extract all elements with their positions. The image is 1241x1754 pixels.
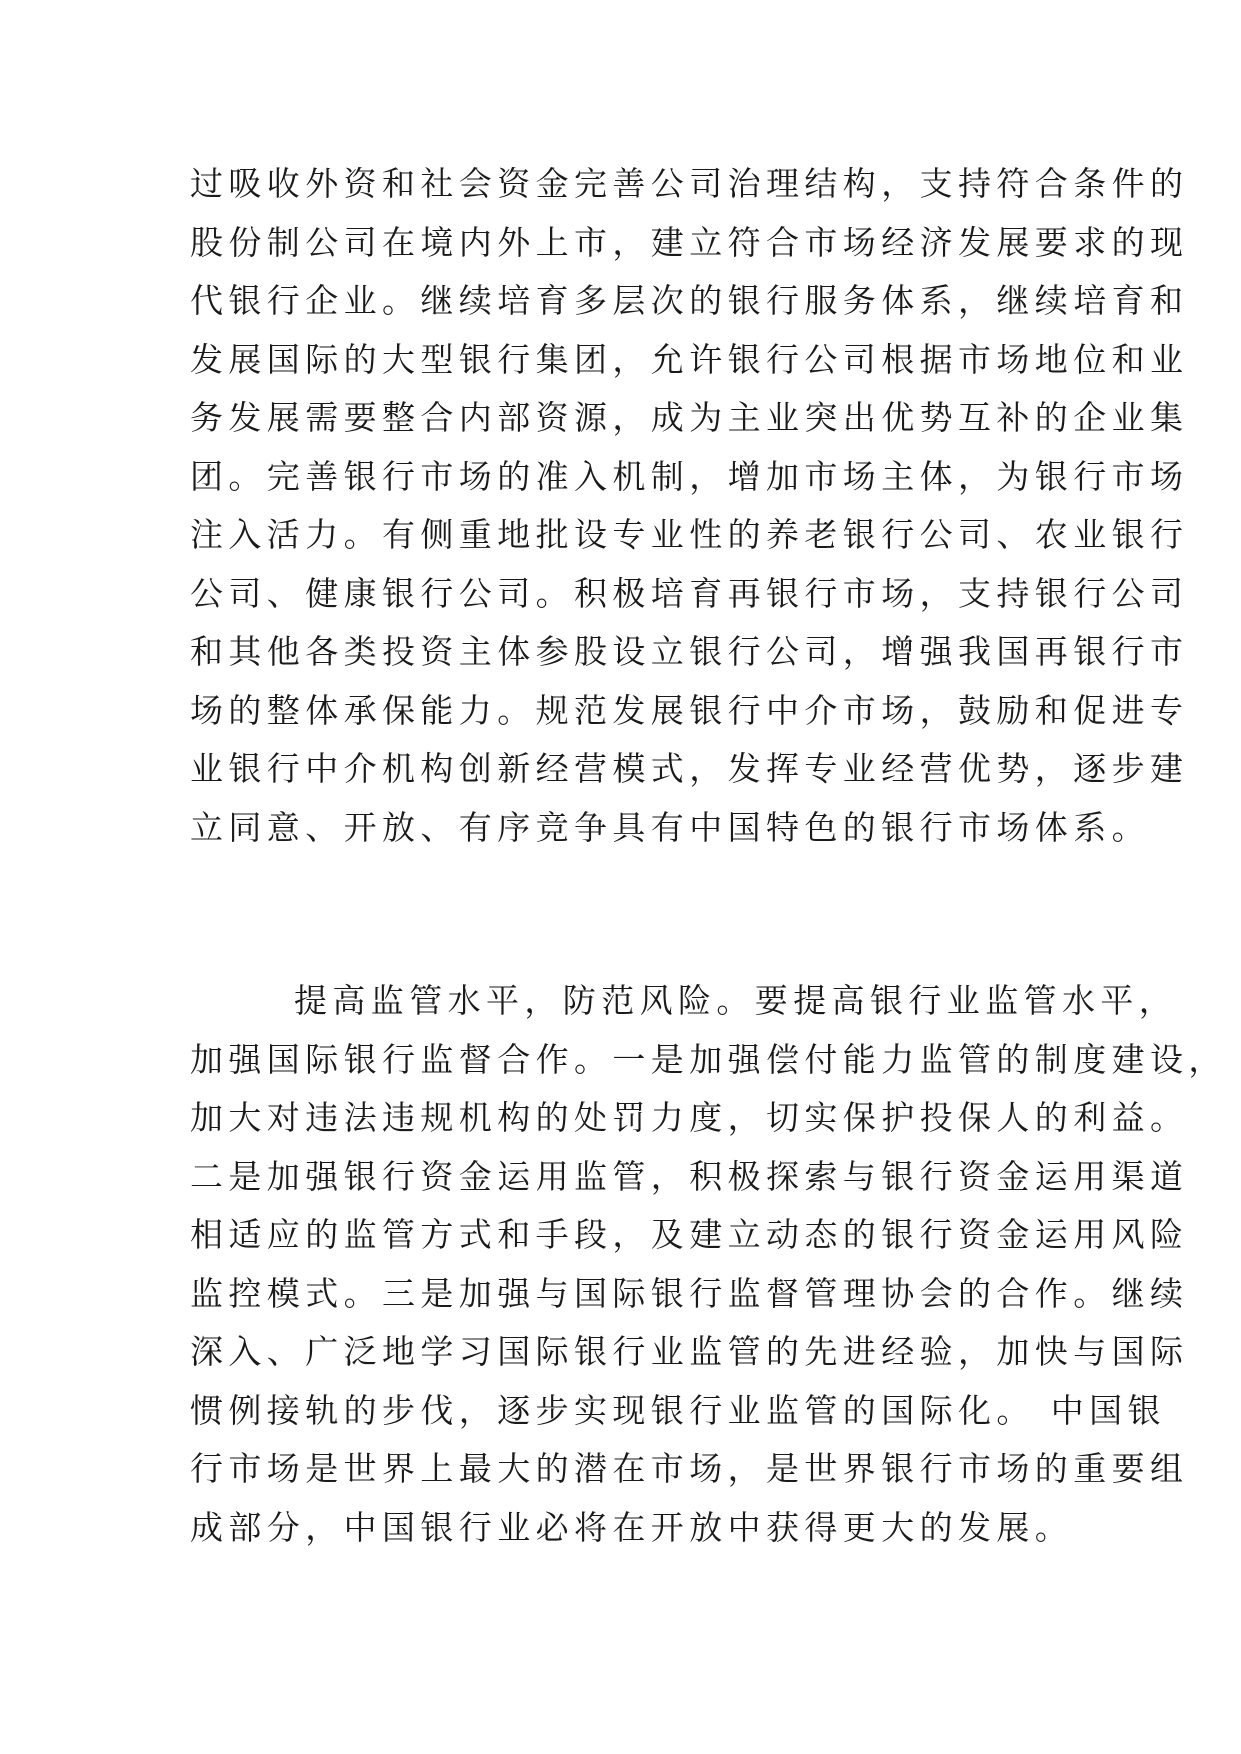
text-line: 过吸收外资和社会资金完善公司治理结构，支持符合条件的 (190, 164, 1189, 203)
text-line: 务发展需要整合内部资源，成为主业突出优势互补的企业集 (190, 398, 1189, 437)
text-line: 立同意、开放、有序竞争具有中国特色的银行市场体系。 (190, 807, 1150, 847)
text-line: 公司、健康银行公司。积极培育再银行市场，支持银行公司 (190, 573, 1189, 613)
text-line: 股份制公司在境内外上市，建立符合市场经济发展要求的现 (190, 222, 1189, 262)
text-line: 加大对违法违规机构的处罚力度，切实保护投保人的利益。 (190, 1098, 1189, 1137)
text-line: 加强国际银行监督合作。一是加强偿付能力监管的制度建设， (190, 1039, 1227, 1079)
text-line: 深入、广泛地学习国际银行业监管的先进经验，加快与国际 (190, 1332, 1189, 1371)
paragraph-banking-system (190, 155, 1189, 857)
text-line: 发展国际的大型银行集团，允许银行公司根据市场地位和业 (190, 339, 1189, 379)
text-line: 提高监管水平，防范风险。要提高银行业监管水平， (294, 981, 1178, 1020)
text-line: 业银行中介机构创新经营模式，发挥专业经营优势，逐步建 (190, 749, 1189, 788)
text-line: 成部分，中国银行业必将在开放中获得更大的发展。 (190, 1507, 1074, 1547)
text-line: 相适应的监管方式和手段，及建立动态的银行资金运用风险 (190, 1215, 1189, 1254)
text-line: 惯例接轨的步伐，逐步实现银行业监管的国际化。 中国银 (190, 1390, 1166, 1430)
text-line: 注入活力。有侧重地批设专业性的养老银行公司、农业银行 (190, 515, 1189, 554)
text-line: 代银行企业。继续培育多层次的银行服务体系，继续培育和 (190, 281, 1189, 320)
text-line: 团。完善银行市场的准入机制，增加市场主体，为银行市场 (190, 456, 1189, 496)
text-line: 二是加强银行资金运用监管，积极探索与银行资金运用渠道 (190, 1156, 1189, 1196)
text-line: 和其他各类投资主体参股设立银行公司，增强我国再银行市 (190, 632, 1189, 671)
paragraph-supervision (190, 972, 1227, 1557)
text-line: 场的整体承保能力。规范发展银行中介市场，鼓励和促进专 (190, 690, 1189, 730)
text-line: 监控模式。三是加强与国际银行监督管理协会的合作。继续 (190, 1273, 1189, 1313)
text-line: 行市场是世界上最大的潜在市场，是世界银行市场的重要组 (190, 1449, 1189, 1488)
